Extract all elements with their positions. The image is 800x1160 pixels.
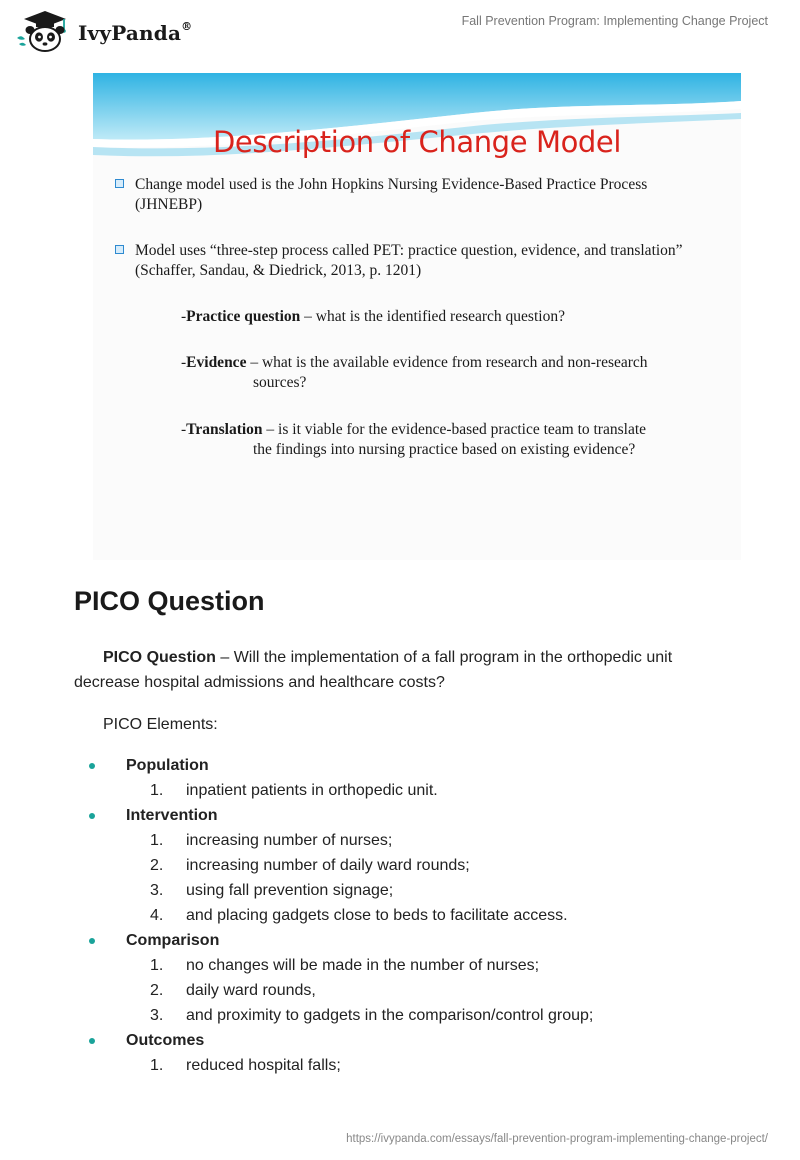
panda-graduate-icon xyxy=(14,8,76,54)
page-header xyxy=(0,0,800,60)
bullet-dot-icon xyxy=(89,813,95,819)
bullet-dot-icon xyxy=(89,1038,95,1044)
item-number: 3. xyxy=(150,1007,164,1024)
bullet-dot-icon xyxy=(89,938,95,944)
item-text: reduced hospital falls; xyxy=(186,1057,341,1074)
list-item xyxy=(0,803,800,828)
step-term: Evidence xyxy=(186,354,247,371)
item-number: 1. xyxy=(150,957,164,974)
ivypanda-logo[interactable] xyxy=(14,8,193,54)
list-subitem xyxy=(0,778,800,803)
pico-elements-label xyxy=(74,712,724,737)
slide-step-evidence xyxy=(181,353,721,393)
item-text: no changes will be made in the number of nurses; xyxy=(186,957,540,974)
item-text: inpatient patients in orthopedic unit. xyxy=(186,782,438,799)
step-prefix: - xyxy=(181,308,187,325)
slide-bullet-text: Change model used is the John Hopkins Nursing Evidence-Based Practice Process (JHNEBP) xyxy=(135,176,648,213)
source-url-link[interactable]: https://ivypanda.com/essays/fall-prevention-program-implementing-change-project/ xyxy=(346,1133,768,1145)
slide-title: Description of Change Model xyxy=(212,125,622,159)
item-number: 1. xyxy=(150,832,164,849)
list-item xyxy=(0,928,800,953)
item-number: 1. xyxy=(150,782,164,799)
registered-mark: ® xyxy=(181,20,193,34)
item-text: and proximity to gadgets in the comparison/control group; xyxy=(186,1007,594,1024)
step-prefix: - xyxy=(181,354,187,371)
section-heading: PICO Question xyxy=(74,586,265,616)
slide-bullet-text: Model uses “three-step process called PET: practice question, evidence, and translation” (Schaffer, Sandau, & Diedrick, 2013, p. 1201) xyxy=(135,242,683,279)
step-term: Practice question xyxy=(186,308,301,325)
slide-bullet xyxy=(115,175,715,215)
item-number: 3. xyxy=(150,882,164,899)
slide-bullet xyxy=(115,241,715,281)
slide-step-translation xyxy=(181,420,721,460)
step-continuation: sources? xyxy=(253,374,307,391)
bullet-dot-icon xyxy=(89,763,95,769)
step-desc: – is it viable for the evidence-based practice team to translate xyxy=(262,421,647,438)
brand-text: IvyPanda xyxy=(78,21,182,45)
slide-step-practice-question xyxy=(181,307,721,327)
list-subitem xyxy=(0,903,800,928)
item-text: increasing number of daily ward rounds; xyxy=(186,857,470,874)
pico-elements-list xyxy=(0,753,800,1078)
item-number: 4. xyxy=(150,907,164,924)
checkbox-bullet-icon xyxy=(115,245,124,254)
list-item xyxy=(0,1028,800,1053)
group-label: Intervention xyxy=(126,807,218,824)
pico-label: PICO Question xyxy=(103,649,216,666)
step-desc: – what is the identified research question? xyxy=(300,308,565,325)
pico-text: – Will the implementation of a fall program in the orthopedic unit decrease hospital admissions and healthcare costs? xyxy=(74,649,673,691)
item-number: 2. xyxy=(150,982,164,999)
list-subitem xyxy=(0,1003,800,1028)
checkbox-bullet-icon xyxy=(115,179,124,188)
item-text: and placing gadgets close to beds to facilitate access. xyxy=(186,907,568,924)
step-desc: – what is the available evidence from research and non-research xyxy=(246,354,648,371)
brand-name xyxy=(78,21,192,45)
list-subitem xyxy=(0,878,800,903)
elements-label-text: PICO Elements: xyxy=(103,716,218,733)
list-item xyxy=(0,753,800,778)
item-text: increasing number of nurses; xyxy=(186,832,393,849)
pico-question-paragraph xyxy=(74,645,724,695)
step-prefix: - xyxy=(181,421,187,438)
list-subitem xyxy=(0,953,800,978)
item-text: using fall prevention signage; xyxy=(186,882,394,899)
group-label: Outcomes xyxy=(126,1032,205,1049)
list-subitem xyxy=(0,828,800,853)
step-term: Translation xyxy=(186,421,263,438)
group-label: Population xyxy=(126,757,209,774)
document-title: Fall Prevention Program: Implementing Change Project xyxy=(461,14,768,28)
list-subitem xyxy=(0,1053,800,1078)
item-text: daily ward rounds, xyxy=(186,982,316,999)
group-label: Comparison xyxy=(126,932,220,949)
item-number: 1. xyxy=(150,1057,164,1074)
step-continuation: the findings into nursing practice based on existing evidence? xyxy=(253,441,636,458)
item-number: 2. xyxy=(150,857,164,874)
list-subitem xyxy=(0,853,800,878)
list-subitem xyxy=(0,978,800,1003)
slide-image xyxy=(93,73,741,560)
